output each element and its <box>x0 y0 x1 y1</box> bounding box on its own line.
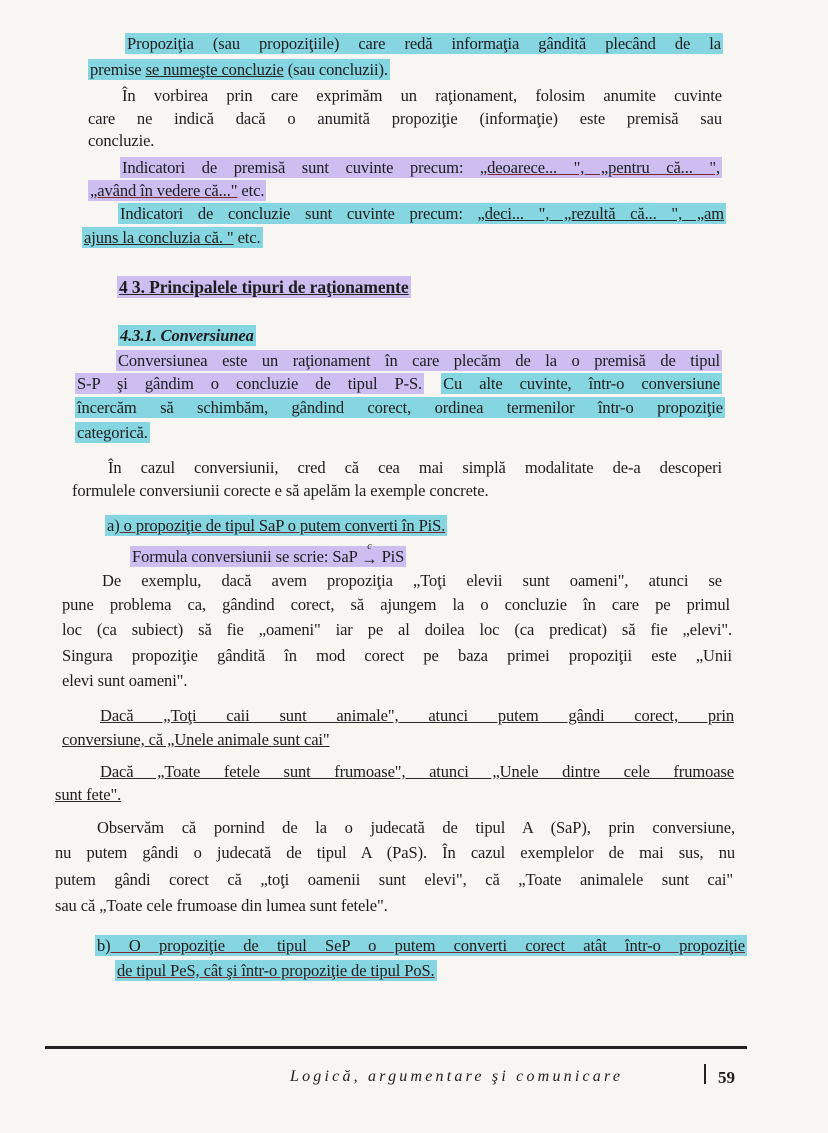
underlined-text: „deci... ", „rezultă că... ", „am <box>477 204 725 223</box>
underlined-text: „deoarece... ", „pentru că... ", <box>479 158 720 177</box>
paragraph-line: pune problema ca, gândind corect, să ajungem la o concluzie în care pe primul <box>62 595 730 614</box>
highlighted-text: Cu alte cuvinte, într-o conversiune <box>443 374 720 393</box>
text: Indicatori de concluzie sunt cuvinte precum: <box>120 204 478 223</box>
paragraph-line <box>88 181 266 201</box>
underlined-text: ajuns la concluzia că. " <box>84 228 234 247</box>
paragraph-line <box>118 204 726 224</box>
list-marker: a) <box>107 516 120 535</box>
list-marker: b) <box>97 936 111 955</box>
paragraph-line: În cazul conversiunii, cred că cea mai simplă modalitate de-a descoperi <box>108 458 722 477</box>
footer-divider <box>45 1046 747 1049</box>
paragraph-line: Dacă „Toţi caii sunt animale", atunci putem gândi corect, prin <box>100 706 734 725</box>
text: etc. <box>233 228 261 247</box>
paragraph-line: De exemplu, dacă avem propoziţia „Toţi elevii sunt oameni", atunci se <box>102 571 722 590</box>
paragraph-line: Singura propoziţie gândită în mod corect pe baza primei propoziţii este „Unii <box>62 646 732 665</box>
paragraph-line: sau că „Toate cele frumoase din lumea sunt fetele". <box>55 896 388 915</box>
paragraph-line <box>88 60 390 80</box>
paragraph-line: putem gândi corect că „toţi oamenii sunt elevi", că „Toate animalele sunt cai" <box>55 870 733 889</box>
paragraph-line <box>125 34 723 54</box>
text: PiS <box>377 547 405 566</box>
text: Formula conversiunii se scrie: SaP <box>132 547 362 566</box>
list-item-b <box>95 936 747 956</box>
paragraph-line: Dacă „Toate fetele sunt frumoase", atunci „Unele dintre cele frumoase <box>100 762 734 781</box>
text: premise <box>90 60 146 79</box>
paragraph-line: formulele conversiunii corecte e să apelăm la exemple concrete. <box>72 481 489 500</box>
paragraph-line <box>75 423 150 443</box>
subsection-heading <box>118 326 256 346</box>
paragraph-line <box>75 374 722 394</box>
page-number: 59 <box>718 1068 735 1087</box>
underlined-text: o propoziţie de tipul SaP o putem converti în PiS. <box>119 516 446 535</box>
arrow-label: c <box>367 541 372 552</box>
highlighted-text: Conversiunea este un raţionament în care plecăm de la o premisă de tipul <box>118 351 720 370</box>
list-item-a <box>105 516 447 536</box>
paragraph-line: care ne indică dacă o anumită propoziţie (informaţie) este premisă sau <box>88 109 722 128</box>
paragraph-line: conversiune, că „Unele animale sunt cai" <box>62 730 330 749</box>
highlighted-text: categorică. <box>77 423 148 442</box>
subheading-text: 4.3.1. Conversiunea <box>120 326 254 345</box>
paragraph-line: În vorbirea prin care exprimăm un raţionament, folosim anumite cuvinte <box>122 86 722 105</box>
list-item-b-continued <box>115 961 437 981</box>
arrow-icon: → <box>361 549 378 568</box>
highlighted-text: S-P şi gândim o concluzie de tipul P-S. <box>77 374 423 393</box>
heading-text: 4 3. Principalele tipuri de raţionamente <box>119 277 409 297</box>
paragraph-line <box>116 351 722 371</box>
section-heading <box>117 277 411 297</box>
conversion-arrow <box>361 542 377 567</box>
footer-title: Logică, argumentare şi comunicare <box>290 1068 624 1085</box>
text: etc. <box>237 181 265 200</box>
highlighted-text: încercăm să schimbăm, gândind corect, ordinea termenilor într-o propoziţie <box>77 398 723 417</box>
paragraph-line: nu putem gândi o judecată de tipul A (PaS). În cazul exemplelor de mai sus, nu <box>55 843 735 862</box>
underlined-text: O propoziţie de tipul SeP o putem converti corect atât într-o propoziţie <box>110 936 745 955</box>
paragraph-line <box>82 228 263 248</box>
underlined-text: se numeşte concluzie <box>145 60 284 79</box>
paragraph-line <box>75 398 725 418</box>
paragraph-line: concluzie. <box>88 131 155 150</box>
text: Indicatori de premisă sunt cuvinte precum: <box>122 158 480 177</box>
underlined-text: de tipul PeS, cât şi într-o propoziţie de tipul PoS. <box>117 961 435 980</box>
paragraph-line: sunt fete". <box>55 785 122 804</box>
paragraph-line <box>120 158 722 178</box>
underlined-text: „având în vedere că..." <box>90 181 238 200</box>
highlighted-text: Propoziţia (sau propoziţiile) care redă informaţia gândită plecând de la <box>127 34 721 53</box>
text: (sau concluzii). <box>283 60 388 79</box>
paragraph-line: Observăm că pornind de la o judecată de tipul A (SaP), prin conversiune, <box>97 818 735 837</box>
footer-separator <box>704 1064 706 1084</box>
paragraph-line: elevi sunt oameni". <box>62 671 188 690</box>
formula-line <box>130 542 406 567</box>
paragraph-line: loc (ca subiect) să fie „oameni" iar pe al doilea loc (ca predicat) să fie „elevi". <box>62 620 732 639</box>
